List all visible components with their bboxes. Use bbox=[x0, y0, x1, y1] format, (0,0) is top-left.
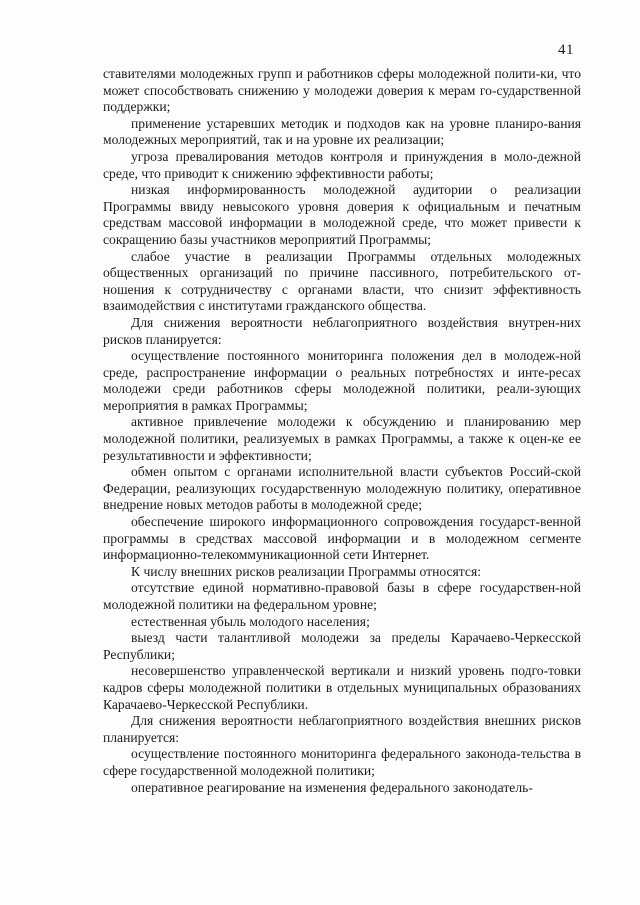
paragraph: выезд части талантливой молодежи за пределы Карачаево-Черкесской Республики; bbox=[103, 630, 581, 662]
paragraph: осуществление постоянного мониторинга федерального законода-тельства в сфере государственной молодежной политики; bbox=[103, 746, 581, 778]
paragraph: естественная убыль молодого населения; bbox=[131, 613, 370, 629]
paragraph: несовершенство управленческой вертикали и низкий уровень подго-товки кадров сферы молодежной политики в отдельных муниципальных образованиях Карачаево-Черкесской Республики. bbox=[103, 663, 581, 712]
paragraph: ставителями молодежных групп и работников сферы молодежной полити-ки, что может способствовать снижению у молодежи доверия к мерам го-сударственной поддержки; bbox=[103, 66, 581, 115]
paragraph: применение устаревших методик и подходов как на уровне планиро-вания молодежных мероприятий, так и на уровне их реализации; bbox=[103, 115, 581, 148]
paragraph: угроза превалирования методов контроля и принуждения в моло-дежной среде, что приводит к снижению эффективности работы; bbox=[103, 148, 581, 181]
body-text bbox=[103, 66, 581, 796]
paragraph: низкая информированность молодежной аудитории о реализации Программы ввиду невысокого уровня доверия к официальным и печатным средствам массовой информации в молодежной среде, что может привести к сокращению базы участников мероприятий Программы; bbox=[103, 182, 581, 247]
paragraph: слабое участие в реализации Программы отдельных молодежных общественных организаций по причине пассивного, потребительского от-ношения к сотрудничеству с органами власти, что снизит эффективность взаимодействия с институтами гражданского общества. bbox=[103, 248, 581, 314]
paragraph: активное привлечение молодежи к обсуждению и планированию мер молодежной политики, реализуемых в рамках Программы, а также к оцен-ке ее результативности и эффективности; bbox=[103, 414, 581, 463]
paragraph: Для снижения вероятности неблагоприятного воздействия внутрен-них рисков планируется: bbox=[103, 314, 581, 347]
paragraph: Для снижения вероятности неблагоприятного воздействия внешних рисков планируется: bbox=[103, 713, 581, 745]
paragraph: К числу внешних рисков реализации Программы относятся: bbox=[131, 563, 481, 579]
paragraph: обеспечение широкого информационного сопровождения государст-венной программы в средствах массовой информации и в молодежном сегменте информационно-телекоммуникационной сети Интернет. bbox=[103, 514, 581, 563]
page-number: 41 bbox=[558, 42, 574, 58]
paragraph: отсутствие единой нормативно-правовой базы в сфере государствен-ной молодежной политики на федеральном уровне; bbox=[103, 580, 581, 612]
paragraph: оперативное реагирование на изменения федерального законодатель- bbox=[131, 779, 533, 795]
paragraph: осуществление постоянного мониторинга положения дел в молодеж-ной среде, распространение информации о реальных потребностях и инте-ресах молодежи среди работников сферы молодежной политики, реали-зующих мероприятия в рамках Программы; bbox=[103, 348, 581, 413]
paragraph: обмен опытом с органами исполнительной власти субъектов Россий-ской Федерации, реализующих государственную молодежную политику, оперативное внедрение новых методов работы в молодежной среде; bbox=[103, 464, 581, 513]
